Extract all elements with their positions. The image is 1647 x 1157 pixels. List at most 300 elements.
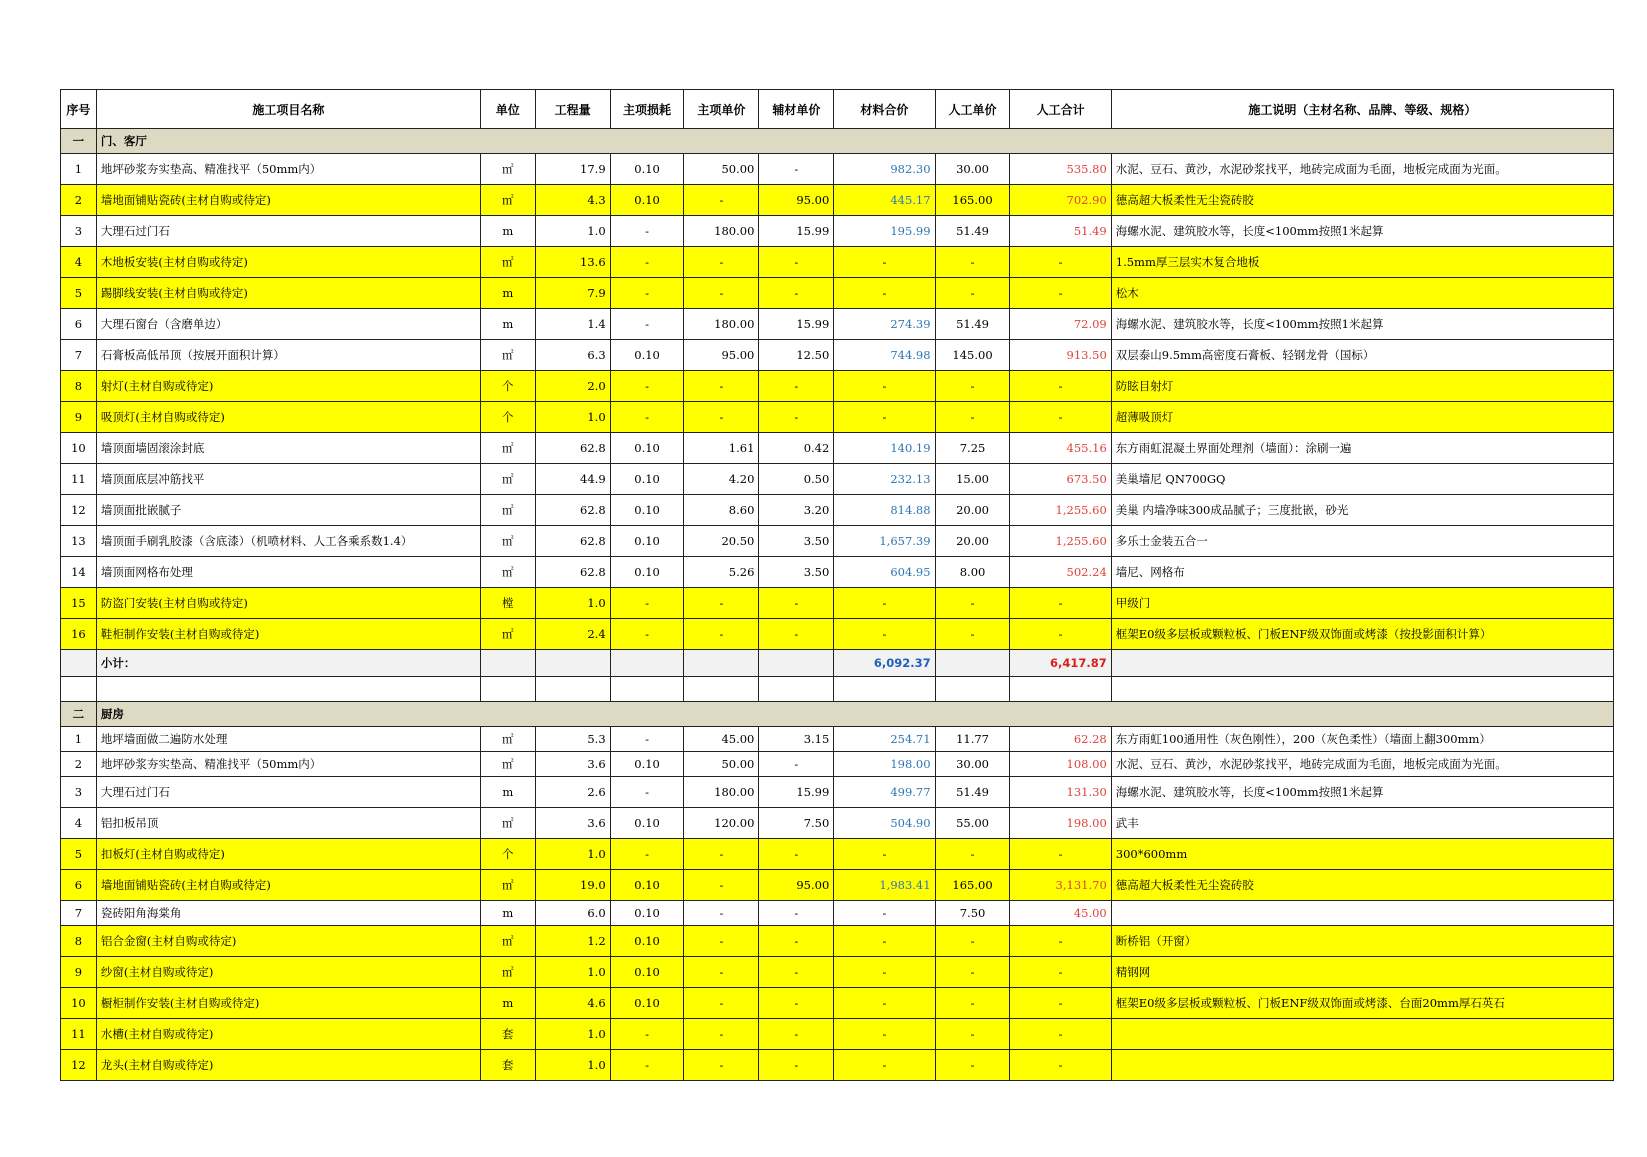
- cell-item-name: 墙地面铺贴瓷砖(主材自购或待定): [96, 870, 480, 901]
- empty-cell: [759, 677, 834, 702]
- cell-aux-price: -: [759, 988, 834, 1019]
- cell-material-total: -: [834, 957, 935, 988]
- cell-labor-total: 51.49: [1010, 216, 1111, 247]
- cell-main-price: -: [684, 870, 759, 901]
- cell-main-price: -: [684, 619, 759, 650]
- section-number: 二: [61, 702, 97, 727]
- cell-main-price: -: [684, 988, 759, 1019]
- table-row: [61, 1050, 1614, 1081]
- cell-aux-price: 3.20: [759, 495, 834, 526]
- cell-labor-price: -: [935, 619, 1010, 650]
- cell-description: 德高超大板柔性无尘瓷砖胶: [1111, 870, 1613, 901]
- cell-main-loss: 0.10: [610, 464, 684, 495]
- cell-quantity: 1.0: [535, 588, 610, 619]
- cell-labor-total: 702.90: [1010, 185, 1111, 216]
- cell-quantity: 2.6: [535, 777, 610, 808]
- table-row: [61, 901, 1614, 926]
- subtotal-empty-cell: [684, 650, 759, 677]
- cell-aux-price: -: [759, 371, 834, 402]
- cell-labor-total: 673.50: [1010, 464, 1111, 495]
- cell-main-price: -: [684, 588, 759, 619]
- cell-description: 水泥、豆石、黄沙，水泥砂浆找平，地砖完成面为毛面，地板完成面为光面。: [1111, 752, 1613, 777]
- col-header-quantity: 工程量: [535, 90, 610, 129]
- cell-main-price: 180.00: [684, 216, 759, 247]
- cell-material-total: 504.90: [834, 808, 935, 839]
- cell-main-loss: 0.10: [610, 495, 684, 526]
- cell-main-loss: 0.10: [610, 752, 684, 777]
- cell-unit: ㎡: [480, 926, 535, 957]
- cell-main-price: -: [684, 402, 759, 433]
- col-header-unit: 单位: [480, 90, 535, 129]
- cell-main-loss: -: [610, 727, 684, 752]
- table-row: [61, 526, 1614, 557]
- cell-no: 14: [61, 557, 97, 588]
- cell-no: 2: [61, 752, 97, 777]
- subtotal-empty-cell: [535, 650, 610, 677]
- cell-quantity: 1.0: [535, 1050, 610, 1081]
- cell-no: 1: [61, 154, 97, 185]
- cell-unit: ㎡: [480, 464, 535, 495]
- cell-item-name: 橱柜制作安装(主材自购或待定): [96, 988, 480, 1019]
- table-row: [61, 808, 1614, 839]
- subtotal-labor-total: 6,417.87: [1010, 650, 1111, 677]
- cell-aux-price: -: [759, 901, 834, 926]
- cell-description: 框架E0级多层板或颗粒板、门板ENF级双饰面或烤漆、台面20mm厚石英石: [1111, 988, 1613, 1019]
- cell-unit: ㎡: [480, 433, 535, 464]
- cell-material-total: 814.88: [834, 495, 935, 526]
- cell-aux-price: 95.00: [759, 185, 834, 216]
- cell-material-total: -: [834, 619, 935, 650]
- quote-table: [60, 89, 1614, 1081]
- cell-description: 断桥铝（开窗）: [1111, 926, 1613, 957]
- cell-item-name: 大理石过门石: [96, 777, 480, 808]
- cell-main-price: 20.50: [684, 526, 759, 557]
- cell-main-price: 120.00: [684, 808, 759, 839]
- cell-no: 9: [61, 402, 97, 433]
- cell-main-loss: -: [610, 1019, 684, 1050]
- cell-material-total: -: [834, 1019, 935, 1050]
- cell-no: 8: [61, 926, 97, 957]
- table-row: [61, 278, 1614, 309]
- cell-no: 1: [61, 727, 97, 752]
- cell-item-name: 墙顶面批嵌腻子: [96, 495, 480, 526]
- cell-item-name: 地坪墙面做二遍防水处理: [96, 727, 480, 752]
- cell-unit: 个: [480, 402, 535, 433]
- cell-quantity: 4.3: [535, 185, 610, 216]
- cell-main-loss: 0.10: [610, 340, 684, 371]
- cell-labor-total: 198.00: [1010, 808, 1111, 839]
- cell-labor-total: -: [1010, 988, 1111, 1019]
- table-row: [61, 752, 1614, 777]
- cell-description: 松木: [1111, 278, 1613, 309]
- cell-material-total: 195.99: [834, 216, 935, 247]
- cell-main-price: -: [684, 926, 759, 957]
- cell-unit: ㎡: [480, 526, 535, 557]
- table-row: [61, 371, 1614, 402]
- cell-quantity: 13.6: [535, 247, 610, 278]
- cell-quantity: 62.8: [535, 526, 610, 557]
- cell-main-price: -: [684, 1050, 759, 1081]
- col-header-aux-price: 辅材单价: [759, 90, 834, 129]
- cell-material-total: 445.17: [834, 185, 935, 216]
- cell-description: 1.5mm厚三层实木复合地板: [1111, 247, 1613, 278]
- cell-unit: m: [480, 777, 535, 808]
- cell-aux-price: -: [759, 278, 834, 309]
- col-header-labor-price: 人工单价: [935, 90, 1010, 129]
- cell-main-loss: 0.10: [610, 808, 684, 839]
- empty-cell: [834, 677, 935, 702]
- cell-unit: ㎡: [480, 957, 535, 988]
- subtotal-empty-cell: [759, 650, 834, 677]
- cell-main-loss: -: [610, 588, 684, 619]
- cell-quantity: 1.0: [535, 1019, 610, 1050]
- cell-main-price: -: [684, 185, 759, 216]
- cell-labor-total: -: [1010, 839, 1111, 870]
- cell-aux-price: 3.50: [759, 526, 834, 557]
- cell-no: 12: [61, 1050, 97, 1081]
- cell-no: 3: [61, 216, 97, 247]
- cell-unit: 套: [480, 1019, 535, 1050]
- cell-description: 甲级门: [1111, 588, 1613, 619]
- cell-material-total: 254.71: [834, 727, 935, 752]
- cell-main-price: 180.00: [684, 309, 759, 340]
- cell-labor-price: 8.00: [935, 557, 1010, 588]
- cell-description: 300*600mm: [1111, 839, 1613, 870]
- cell-item-name: 纱窗(主材自购或待定): [96, 957, 480, 988]
- cell-labor-price: 20.00: [935, 495, 1010, 526]
- cell-main-loss: -: [610, 247, 684, 278]
- cell-quantity: 1.0: [535, 216, 610, 247]
- cell-main-loss: 0.10: [610, 557, 684, 588]
- table-row: [61, 619, 1614, 650]
- cell-labor-total: -: [1010, 402, 1111, 433]
- cell-labor-total: 1,255.60: [1010, 526, 1111, 557]
- cell-labor-total: 131.30: [1010, 777, 1111, 808]
- cell-material-total: -: [834, 839, 935, 870]
- cell-description: 墙尼、网格布: [1111, 557, 1613, 588]
- cell-item-name: 扣板灯(主材自购或待定): [96, 839, 480, 870]
- cell-item-name: 铝合金窗(主材自购或待定): [96, 926, 480, 957]
- cell-item-name: 墙地面铺贴瓷砖(主材自购或待定): [96, 185, 480, 216]
- cell-no: 6: [61, 309, 97, 340]
- cell-aux-price: 3.15: [759, 727, 834, 752]
- cell-item-name: 射灯(主材自购或待定): [96, 371, 480, 402]
- cell-description: [1111, 1019, 1613, 1050]
- cell-main-price: -: [684, 247, 759, 278]
- cell-labor-price: 51.49: [935, 216, 1010, 247]
- cell-description: [1111, 1050, 1613, 1081]
- cell-unit: ㎡: [480, 870, 535, 901]
- cell-main-price: 95.00: [684, 340, 759, 371]
- cell-unit: ㎡: [480, 340, 535, 371]
- cell-item-name: 地坪砂浆夯实垫高、精准找平（50mm内）: [96, 752, 480, 777]
- table-row: [61, 495, 1614, 526]
- cell-description: 东方雨虹100通用性（灰色刚性），200（灰色柔性）（墙面上翻300mm）: [1111, 727, 1613, 752]
- cell-main-loss: -: [610, 216, 684, 247]
- cell-description: 水泥、豆石、黄沙，水泥砂浆找平，地砖完成面为毛面，地板完成面为光面。: [1111, 154, 1613, 185]
- cell-item-name: 吸顶灯(主材自购或待定): [96, 402, 480, 433]
- cell-unit: ㎡: [480, 808, 535, 839]
- cell-no: 11: [61, 464, 97, 495]
- cell-no: 16: [61, 619, 97, 650]
- cell-unit: 个: [480, 371, 535, 402]
- cell-aux-price: -: [759, 402, 834, 433]
- cell-no: 7: [61, 340, 97, 371]
- table-row: [61, 154, 1614, 185]
- cell-labor-total: 535.80: [1010, 154, 1111, 185]
- empty-cell: [1010, 677, 1111, 702]
- cell-no: 15: [61, 588, 97, 619]
- cell-aux-price: 7.50: [759, 808, 834, 839]
- cell-main-price: -: [684, 957, 759, 988]
- cell-item-name: 墙顶面墙固滚涂封底: [96, 433, 480, 464]
- table-row: [61, 988, 1614, 1019]
- cell-main-price: 50.00: [684, 154, 759, 185]
- cell-labor-price: 145.00: [935, 340, 1010, 371]
- cell-labor-price: 7.25: [935, 433, 1010, 464]
- cell-aux-price: -: [759, 588, 834, 619]
- cell-main-loss: -: [610, 371, 684, 402]
- cell-main-loss: -: [610, 1050, 684, 1081]
- cell-no: 7: [61, 901, 97, 926]
- cell-labor-price: -: [935, 371, 1010, 402]
- cell-main-price: -: [684, 1019, 759, 1050]
- cell-labor-price: -: [935, 1019, 1010, 1050]
- empty-cell: [610, 677, 684, 702]
- cell-item-name: 大理石过门石: [96, 216, 480, 247]
- cell-labor-total: 3,131.70: [1010, 870, 1111, 901]
- cell-labor-price: 30.00: [935, 154, 1010, 185]
- cell-material-total: -: [834, 371, 935, 402]
- col-header-item-name: 施工项目名称: [96, 90, 480, 129]
- cell-unit: m: [480, 988, 535, 1019]
- col-header-material-total: 材料合价: [834, 90, 935, 129]
- subtotal-material-total: 6,092.37: [834, 650, 935, 677]
- cell-quantity: 1.4: [535, 309, 610, 340]
- cell-labor-price: -: [935, 839, 1010, 870]
- cell-main-price: -: [684, 278, 759, 309]
- cell-description: 武丰: [1111, 808, 1613, 839]
- table-row: [61, 727, 1614, 752]
- cell-main-price: 8.60: [684, 495, 759, 526]
- subtotal-empty-cell: [61, 650, 97, 677]
- cell-main-loss: 0.10: [610, 988, 684, 1019]
- table-row: [61, 777, 1614, 808]
- table-row: [61, 185, 1614, 216]
- cell-aux-price: -: [759, 154, 834, 185]
- cell-no: 5: [61, 839, 97, 870]
- cell-labor-price: 11.77: [935, 727, 1010, 752]
- cell-main-price: 5.26: [684, 557, 759, 588]
- cell-aux-price: -: [759, 839, 834, 870]
- cell-item-name: 瓷砖阳角海棠角: [96, 901, 480, 926]
- table-row: [61, 247, 1614, 278]
- table-row: [61, 1019, 1614, 1050]
- empty-cell: [61, 677, 97, 702]
- cell-main-loss: 0.10: [610, 185, 684, 216]
- col-header-main-loss: 主项损耗: [610, 90, 684, 129]
- cell-unit: 个: [480, 839, 535, 870]
- cell-aux-price: 0.42: [759, 433, 834, 464]
- cell-unit: ㎡: [480, 619, 535, 650]
- cell-item-name: 大理石窗台（含磨单边）: [96, 309, 480, 340]
- cell-material-total: 744.98: [834, 340, 935, 371]
- quote-sheet: [60, 89, 1614, 1081]
- cell-quantity: 17.9: [535, 154, 610, 185]
- cell-labor-total: 502.24: [1010, 557, 1111, 588]
- cell-description: 海螺水泥、建筑胶水等，长度<100mm按照1米起算: [1111, 216, 1613, 247]
- cell-main-loss: -: [610, 839, 684, 870]
- cell-main-loss: -: [610, 278, 684, 309]
- cell-unit: ㎡: [480, 154, 535, 185]
- cell-item-name: 踢脚线安装(主材自购或待定): [96, 278, 480, 309]
- cell-labor-total: -: [1010, 957, 1111, 988]
- cell-main-price: -: [684, 839, 759, 870]
- cell-labor-total: -: [1010, 926, 1111, 957]
- table-row: [61, 340, 1614, 371]
- cell-main-price: 50.00: [684, 752, 759, 777]
- cell-item-name: 龙头(主材自购或待定): [96, 1050, 480, 1081]
- cell-no: 9: [61, 957, 97, 988]
- cell-no: 3: [61, 777, 97, 808]
- col-header-no: 序号: [61, 90, 97, 129]
- cell-description: 海螺水泥、建筑胶水等，长度<100mm按照1米起算: [1111, 777, 1613, 808]
- cell-no: 6: [61, 870, 97, 901]
- cell-labor-total: 45.00: [1010, 901, 1111, 926]
- cell-item-name: 铝扣板吊顶: [96, 808, 480, 839]
- cell-no: 10: [61, 988, 97, 1019]
- cell-no: 8: [61, 371, 97, 402]
- cell-aux-price: -: [759, 1050, 834, 1081]
- cell-material-total: 274.39: [834, 309, 935, 340]
- cell-description: 美巢 内墙净味300成品腻子；三度批嵌，砂光: [1111, 495, 1613, 526]
- cell-labor-price: -: [935, 588, 1010, 619]
- cell-description: 精钢网: [1111, 957, 1613, 988]
- cell-unit: ㎡: [480, 752, 535, 777]
- table-row: [61, 870, 1614, 901]
- cell-no: 10: [61, 433, 97, 464]
- cell-material-total: 140.19: [834, 433, 935, 464]
- cell-unit: m: [480, 901, 535, 926]
- cell-material-total: -: [834, 926, 935, 957]
- cell-description: 框架E0级多层板或颗粒板、门板ENF级双饰面或烤漆（按投影面积计算）: [1111, 619, 1613, 650]
- cell-material-total: 198.00: [834, 752, 935, 777]
- cell-no: 12: [61, 495, 97, 526]
- cell-unit: ㎡: [480, 185, 535, 216]
- cell-item-name: 木地板安装(主材自购或待定): [96, 247, 480, 278]
- cell-quantity: 2.4: [535, 619, 610, 650]
- cell-unit: ㎡: [480, 557, 535, 588]
- cell-main-price: 180.00: [684, 777, 759, 808]
- table-row: [61, 402, 1614, 433]
- cell-quantity: 19.0: [535, 870, 610, 901]
- cell-material-total: -: [834, 247, 935, 278]
- cell-labor-price: 165.00: [935, 870, 1010, 901]
- empty-cell: [1111, 677, 1613, 702]
- subtotal-empty-cell: [935, 650, 1010, 677]
- cell-labor-price: 165.00: [935, 185, 1010, 216]
- cell-unit: ㎡: [480, 495, 535, 526]
- cell-aux-price: 15.99: [759, 216, 834, 247]
- cell-labor-price: 51.49: [935, 309, 1010, 340]
- cell-quantity: 3.6: [535, 752, 610, 777]
- subtotal-empty-cell: [480, 650, 535, 677]
- cell-labor-total: -: [1010, 371, 1111, 402]
- cell-labor-price: -: [935, 402, 1010, 433]
- cell-labor-total: -: [1010, 247, 1111, 278]
- cell-labor-price: 55.00: [935, 808, 1010, 839]
- cell-quantity: 1.2: [535, 926, 610, 957]
- cell-quantity: 3.6: [535, 808, 610, 839]
- cell-labor-total: 72.09: [1010, 309, 1111, 340]
- cell-labor-total: -: [1010, 1050, 1111, 1081]
- cell-quantity: 2.0: [535, 371, 610, 402]
- cell-aux-price: 15.99: [759, 777, 834, 808]
- cell-quantity: 4.6: [535, 988, 610, 1019]
- empty-cell: [684, 677, 759, 702]
- header-row: [61, 90, 1614, 129]
- col-header-main-price: 主项单价: [684, 90, 759, 129]
- cell-main-price: -: [684, 371, 759, 402]
- cell-quantity: 1.0: [535, 839, 610, 870]
- cell-main-loss: 0.10: [610, 926, 684, 957]
- cell-quantity: 7.9: [535, 278, 610, 309]
- cell-material-total: 604.95: [834, 557, 935, 588]
- cell-aux-price: -: [759, 619, 834, 650]
- cell-main-loss: -: [610, 619, 684, 650]
- cell-unit: 樘: [480, 588, 535, 619]
- cell-unit: ㎡: [480, 727, 535, 752]
- cell-main-loss: 0.10: [610, 870, 684, 901]
- table-row: [61, 588, 1614, 619]
- cell-item-name: 墙顶面网格布处理: [96, 557, 480, 588]
- cell-aux-price: 0.50: [759, 464, 834, 495]
- cell-quantity: 1.0: [535, 402, 610, 433]
- cell-no: 4: [61, 247, 97, 278]
- cell-quantity: 44.9: [535, 464, 610, 495]
- cell-item-name: 墙顶面手刷乳胶漆（含底漆）（机喷材料、人工各乘系数1.4）: [96, 526, 480, 557]
- cell-material-total: 1,983.41: [834, 870, 935, 901]
- cell-labor-price: 51.49: [935, 777, 1010, 808]
- empty-cell: [480, 677, 535, 702]
- cell-main-loss: 0.10: [610, 433, 684, 464]
- table-row: [61, 839, 1614, 870]
- cell-labor-price: -: [935, 926, 1010, 957]
- cell-labor-price: -: [935, 1050, 1010, 1081]
- cell-main-loss: -: [610, 402, 684, 433]
- table-row: [61, 433, 1614, 464]
- cell-item-name: 石膏板高低吊顶（按展开面积计算）: [96, 340, 480, 371]
- cell-item-name: 水槽(主材自购或待定): [96, 1019, 480, 1050]
- subtotal-empty-cell: [1111, 650, 1613, 677]
- cell-labor-total: -: [1010, 588, 1111, 619]
- cell-labor-total: 455.16: [1010, 433, 1111, 464]
- cell-item-name: 鞋柜制作安装(主材自购或待定): [96, 619, 480, 650]
- cell-labor-price: 20.00: [935, 526, 1010, 557]
- cell-quantity: 62.8: [535, 433, 610, 464]
- subtotal-row: [61, 650, 1614, 677]
- empty-cell: [935, 677, 1010, 702]
- cell-material-total: -: [834, 988, 935, 1019]
- empty-cell: [96, 677, 480, 702]
- cell-description: 防眩目射灯: [1111, 371, 1613, 402]
- cell-material-total: 232.13: [834, 464, 935, 495]
- cell-main-loss: -: [610, 309, 684, 340]
- section-header-row: [61, 129, 1614, 154]
- cell-main-loss: 0.10: [610, 526, 684, 557]
- cell-aux-price: 95.00: [759, 870, 834, 901]
- cell-aux-price: 15.99: [759, 309, 834, 340]
